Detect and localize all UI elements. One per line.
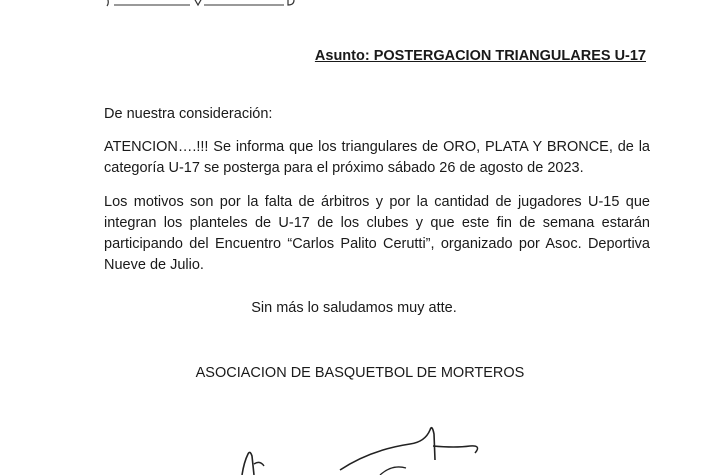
- announcement-paragraph: ATENCION….!!! Se informa que los triangulares de ORO, PLATA Y BRONCE, de la categoría U-17 se posterga para el próximo sábado 26 de agosto de 2023.: [104, 139, 650, 176]
- subject-line: Asunto: POSTERGACION TRIANGULARES U-17: [314, 48, 646, 64]
- greeting: De nuestra consideración:: [104, 106, 273, 122]
- cropped-text-fragment: [104, 0, 299, 8]
- organization-name: ASOCIACION DE BASQUETBOL DE MORTEROS: [195, 365, 525, 381]
- handwritten-signature: [220, 420, 520, 475]
- reasons-paragraph: Los motivos son por la falta de árbitros y por la cantidad de jugadores U-15 que integran los planteles de U-17 de los clubes y que este fin de semana estarán participando del Encuentro “Carlos Palito Cerutti”, organizado por Asoc. Deportiva Nueve de Julio.: [104, 194, 650, 273]
- closing-line: Sin más lo saludamos muy atte.: [251, 300, 457, 316]
